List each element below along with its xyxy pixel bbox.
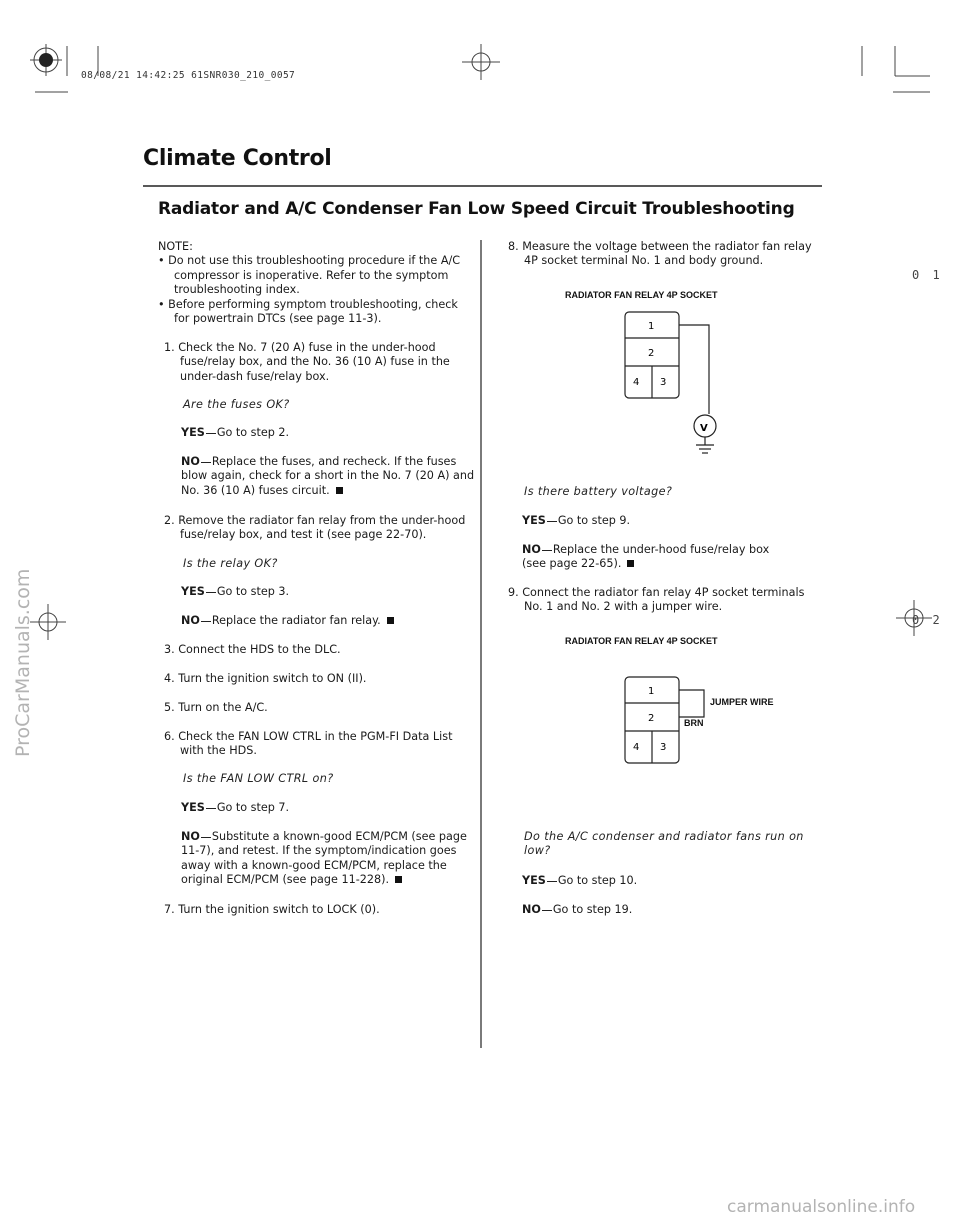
left-column [158,240,473,326]
yes-label: YES [181,585,205,598]
answer-6-no-line-1: Substitute a known-good ECM/PCM (see page [211,830,467,843]
step-8-line-2: 4P socket terminal No. 1 and body ground. [524,254,764,268]
side-mark-1: 0 1 [912,268,943,282]
no-label: NO [522,903,541,916]
answer-6-no-line-4: original ECM/PCM (see page 11-228). [181,873,390,887]
answer-1-no-line-1: Replace the fuses, and recheck. If the fuses [211,455,457,468]
answer-2-yes-text: Go to step 3. [216,585,290,598]
step-8-line-1: 8. Measure the voltage between the radiator fan relay [508,240,812,253]
answer-9-no-text: Go to step 19. [552,903,633,916]
end-mark-icon [627,560,634,567]
question-2: Is the relay OK? [183,557,278,570]
wire-color-label: BRN [684,718,704,728]
answer-6-no-line-3: away with a known-good ECM/PCM, replace the [181,858,447,872]
answer-2-yes [181,585,289,599]
step-3: 3. Connect the HDS to the DLC. [164,643,341,656]
step-1 [164,341,479,384]
step-1-line-2: fuse/relay box, and the No. 36 (10 A) fuse in the [180,355,450,369]
answer-6-no-line-2: 11-7), and retest. If the symptom/indication goes [181,844,457,858]
step-7: 7. Turn the ignition switch to LOCK (0). [164,903,380,916]
question-9-line-2: low? [524,844,551,858]
step-6-line-2: with the HDS. [180,744,257,758]
diagram-2-pin-4: 4 [633,742,640,753]
step-8 [508,240,828,269]
left-watermark: ProCarManuals.com [12,568,34,757]
note-2-line-2: for powertrain DTCs (see page 11-3). [174,312,382,326]
step-9-line-1: 9. Connect the radiator fan relay 4P socket terminals [508,586,805,599]
section-title: Radiator and A/C Condenser Fan Low Speed Circuit Troubleshooting [158,199,795,219]
diagram-2-pin-3: 3 [660,742,667,753]
answer-6-yes [181,801,289,815]
diagram-1-pin-1: 1 [648,321,655,332]
step-9-line-2: No. 1 and No. 2 with a jumper wire. [524,600,723,614]
yes-label: YES [181,426,205,439]
diagram-2-pin-2: 2 [648,713,655,724]
step-6-line-1: 6. Check the FAN LOW CTRL in the PGM-FI Data List [164,730,453,743]
diagram-1-label: RADIATOR FAN RELAY 4P SOCKET [565,290,718,300]
bottom-watermark: carmanualsonline.info [727,1197,916,1217]
diagram-1-pin-2: 2 [648,348,655,359]
diagram-2-pin-1: 1 [648,686,655,697]
end-mark-icon [387,617,394,624]
note-label: NOTE: [158,240,193,253]
answer-1-yes [181,426,289,440]
no-label: NO [181,830,200,843]
end-mark-icon [395,876,402,883]
answer-1-no [181,455,481,498]
answer-1-yes-text: Go to step 2. [216,426,290,439]
answer-8-no-line-2: (see page 22-65). [522,557,622,571]
step-2 [164,514,479,543]
answer-2-no [181,614,394,628]
answer-6-yes-text: Go to step 7. [216,801,290,814]
step-2-line-1: 2. Remove the radiator fan relay from the under-hood [164,514,466,527]
question-9-line-1: Do the A/C condenser and radiator fans run on [524,830,804,843]
yes-label: YES [181,801,205,814]
yes-label: YES [522,514,546,527]
question-6: Is the FAN LOW CTRL on? [183,772,334,785]
diagram-1-pin-4: 4 [633,377,640,388]
no-label: NO [181,614,200,627]
print-stamp: 08/08/21 14:42:25 61SNR030_210_0057 [81,70,296,81]
yes-label: YES [522,874,546,887]
jumper-wire-label: JUMPER WIRE [710,697,774,707]
answer-1-no-line-2: blow again, check for a short in the No. 7 (20 A) and [181,469,475,483]
step-6 [164,730,479,759]
answer-8-yes-text: Go to step 9. [557,514,631,527]
voltmeter-symbol: V [700,423,708,434]
diagram-1-pin-3: 3 [660,377,667,388]
question-9 [524,830,824,859]
note-1-line-2: compressor is inoperative. Refer to the symptom [174,268,449,282]
question-8: Is there battery voltage? [524,485,673,498]
answer-6-no [181,830,481,888]
note-1-line-1: • Do not use this troubleshooting procedure if the A/C [158,254,461,268]
step-1-line-1: 1. Check the No. 7 (20 A) fuse in the under-hood [164,341,436,354]
answer-8-no-line-1: Replace the under-hood fuse/relay box [552,543,770,556]
jumper-wire [679,690,704,717]
step-5: 5. Turn on the A/C. [164,701,268,714]
relay-socket-diagram-1 [600,300,740,470]
answer-9-yes [522,874,637,888]
page-title: Climate Control [143,146,332,171]
no-label: NO [522,543,541,556]
end-mark-icon [336,487,343,494]
question-1: Are the fuses OK? [183,398,290,411]
no-label: NO [181,455,200,468]
note-1-line-3: troubleshooting index. [174,283,300,297]
answer-9-yes-text: Go to step 10. [557,874,638,887]
answer-1-no-line-3: No. 36 (10 A) fuses circuit. [181,483,330,497]
note-2-line-1: • Before performing symptom troubleshooting, check [158,297,458,311]
diagram-2-label: RADIATOR FAN RELAY 4P SOCKET [565,636,718,646]
answer-2-no-text: Replace the radiator fan relay. [211,614,381,627]
side-mark-2: 0 2 [912,613,943,627]
step-1-line-3: under-dash fuse/relay box. [180,369,330,383]
step-4: 4. Turn the ignition switch to ON (II). [164,672,367,685]
step-9 [508,586,828,615]
step-2-line-2: fuse/relay box, and test it (see page 22-70). [180,528,427,542]
answer-9-no [522,903,632,917]
answer-8-yes [522,514,630,528]
answer-8-no [522,543,822,572]
